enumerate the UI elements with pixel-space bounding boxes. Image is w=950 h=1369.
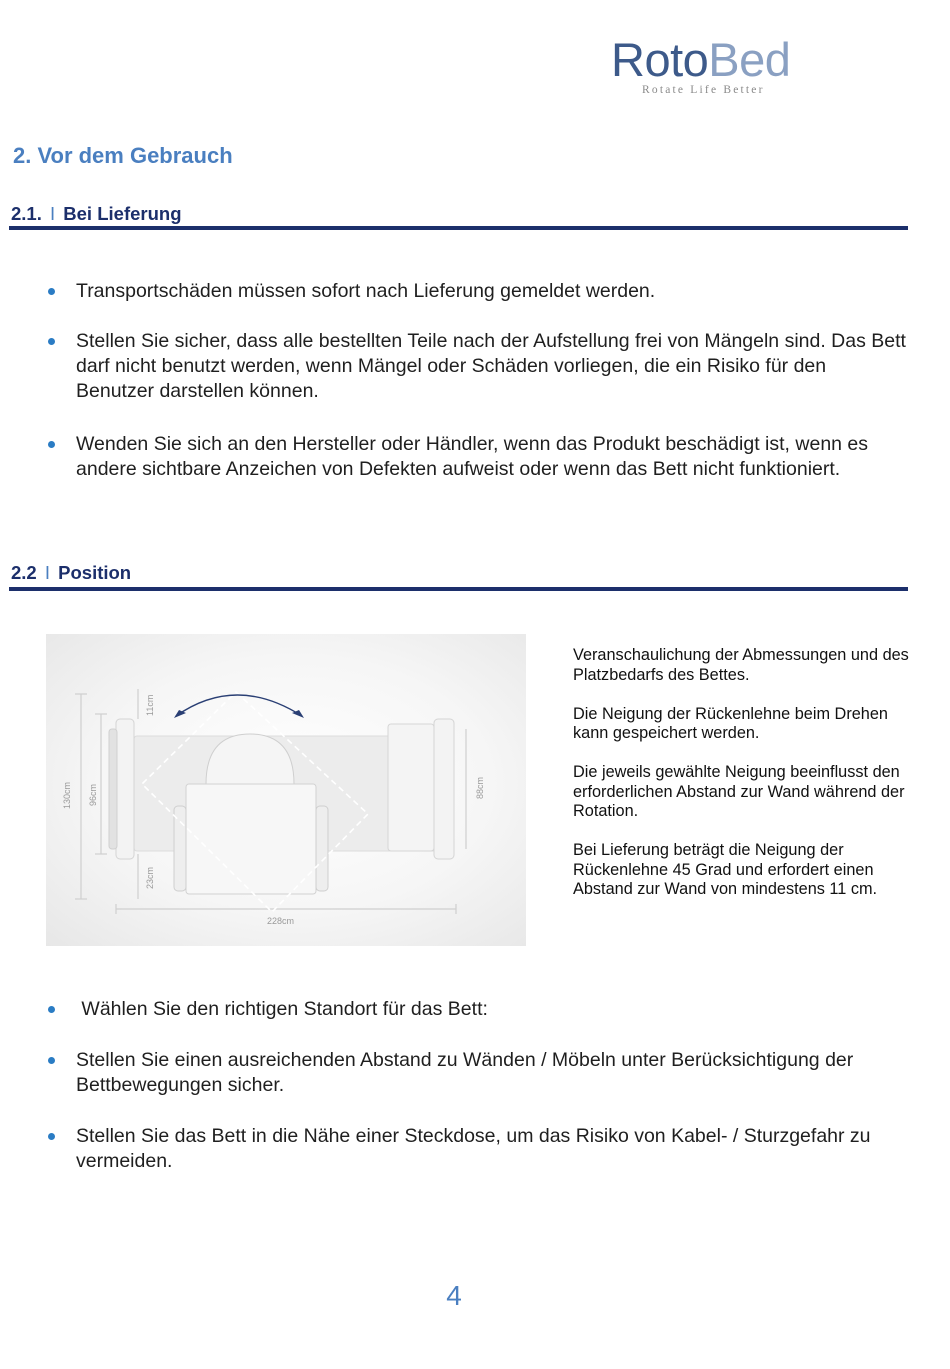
dim-total-length: 130cm [62, 781, 72, 809]
figure-description: Veranschaulichung der Abmessungen und des Platzbedarfs des Bettes. Die Neigung der Rückenlehne beim Drehen kann gespeichert werden. Die jeweils gewählte Neigung beeinflusst den erforderlichen Abstand zur Wand während der Rotation. Bei Lieferung beträgt die Neigung der Rückenlehne 45 Grad und erfordert einen Abstand zur Wand von mindestens 11 cm. [573, 646, 909, 898]
dim-overall-width: 228cm [267, 916, 295, 926]
bullet-icon [48, 1133, 55, 1140]
bullet-icon [48, 1006, 55, 1013]
dim-right-width: 88cm [475, 776, 485, 799]
section-divider [9, 587, 908, 591]
bullet-icon [48, 1057, 55, 1064]
subsection-heading-delivery: 2.1. I Bei Lieferung [11, 203, 182, 224]
dim-bed-width: 96cm [88, 783, 98, 806]
dim-bottom-gap: 23cm [145, 866, 155, 889]
bullet-icon [48, 338, 55, 345]
list-item: Wählen Sie den richtigen Standort für das Bett: [49, 997, 488, 1022]
logo-tagline: Rotate Life Better [642, 84, 765, 96]
logo-name: RotoBed [611, 33, 791, 86]
dim-wall-gap: 11cm [145, 694, 155, 716]
section-divider [9, 226, 908, 230]
subsection-heading-position: 2.2 I Position [11, 562, 132, 583]
section-title: 2. Vor dem Gebrauch [13, 143, 233, 168]
bullet-icon [48, 441, 55, 448]
bed-dimension-diagram [46, 634, 526, 946]
page-number: 4 [446, 1280, 462, 1311]
list-item: Stellen Sie sicher, dass alle bestellten Teile nach der Aufstellung frei von Mängeln sind. Das Bett darf nicht benutzt werden, wenn Mängel oder Schäden vorliegen, die ein Risiko für den Benutzer darstellen können. [49, 329, 909, 404]
list-item: Stellen Sie einen ausreichenden Abstand zu Wänden / Möbeln unter Berücksichtigung der Bettbewegungen sicher. [49, 1048, 899, 1098]
rotobed-logo [611, 34, 811, 96]
list-item: Wenden Sie sich an den Hersteller oder Händler, wenn das Produkt beschädigt ist, wenn es andere sichtbare Anzeichen von Defekten aufweist oder wenn das Bett nicht funktioniert. [49, 432, 897, 482]
bullet-icon [48, 288, 55, 295]
list-item: Stellen Sie das Bett in die Nähe einer Steckdose, um das Risiko von Kabel- / Sturzgefahr zu vermeiden. [49, 1124, 919, 1174]
list-item: Transportschäden müssen sofort nach Lieferung gemeldet werden. [49, 279, 655, 304]
